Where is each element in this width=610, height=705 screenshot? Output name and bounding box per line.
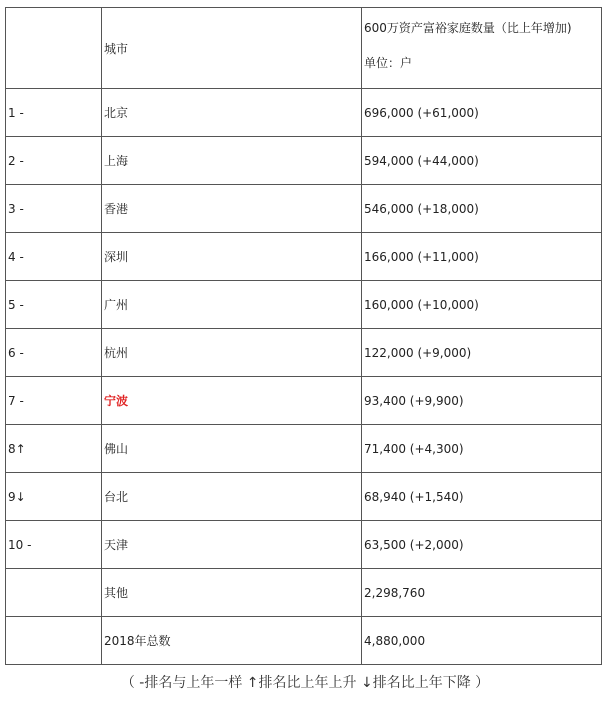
rank-cell: 4 - [6,233,102,281]
value-cell: 68,940 (+1,540) [362,473,602,521]
city-cell: 宁波 [102,377,362,425]
rank-cell: 3 - [6,185,102,233]
value-cell: 71,400 (+4,300) [362,425,602,473]
value-cell: 122,000 (+9,000) [362,329,602,377]
city-cell: 其他 [102,569,362,617]
table-row [6,89,602,137]
table-header-row [6,8,602,89]
city-cell: 2018年总数 [102,617,362,665]
rank-cell [6,617,102,665]
value-cell: 63,500 (+2,000) [362,521,602,569]
value-cell: 696,000 (+61,000) [362,89,602,137]
value-cell: 546,000 (+18,000) [362,185,602,233]
value-cell: 594,000 (+44,000) [362,137,602,185]
table-row [6,569,602,617]
rank-cell: 7 - [6,377,102,425]
city-cell: 深圳 [102,233,362,281]
value-cell: 93,400 (+9,900) [362,377,602,425]
table-row [6,185,602,233]
header-value-cell [362,8,602,89]
city-cell: 杭州 [102,329,362,377]
table-row [6,473,602,521]
value-cell: 166,000 (+11,000) [362,233,602,281]
wealth-ranking-table [5,7,602,665]
rank-cell [6,569,102,617]
rank-cell: 9↓ [6,473,102,521]
table-row [6,521,602,569]
header-value-unit: 单位：户 [364,56,413,70]
value-cell: 160,000 (+10,000) [362,281,602,329]
header-value-title: 600万资产富裕家庭数量（比上年增加) [364,21,572,35]
city-cell: 北京 [102,89,362,137]
table-row [6,377,602,425]
value-cell: 4,880,000 [362,617,602,665]
rank-cell: 8↑ [6,425,102,473]
city-cell: 天津 [102,521,362,569]
table-row [6,281,602,329]
legend-footnote: （ -排名与上年一样 ↑排名比上年上升 ↓排名比上年下降 ） [120,675,490,691]
rank-cell: 6 - [6,329,102,377]
city-cell: 台北 [102,473,362,521]
table-row [6,137,602,185]
rank-cell: 1 - [6,89,102,137]
rank-cell: 5 - [6,281,102,329]
table-row [6,425,602,473]
rank-cell: 2 - [6,137,102,185]
city-cell: 上海 [102,137,362,185]
city-cell: 广州 [102,281,362,329]
header-rank-cell [6,8,102,89]
header-city-cell: 城市 [102,8,362,89]
table-row [6,329,602,377]
rank-cell: 10 - [6,521,102,569]
table-row [6,617,602,665]
value-cell: 2,298,760 [362,569,602,617]
table-row [6,233,602,281]
city-cell: 佛山 [102,425,362,473]
city-cell: 香港 [102,185,362,233]
